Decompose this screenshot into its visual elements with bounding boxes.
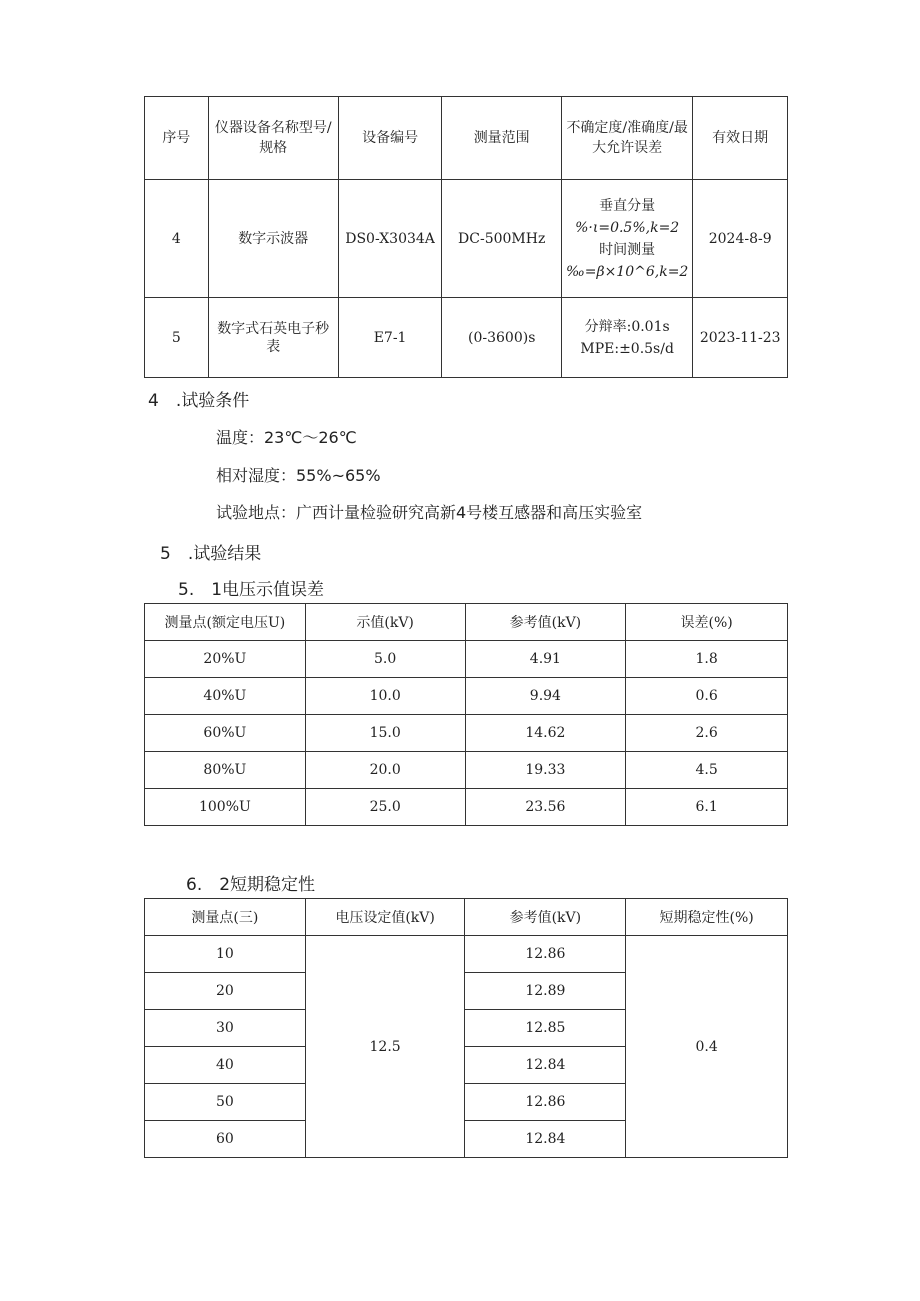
cell: 80%U xyxy=(145,752,306,789)
cell: 15.0 xyxy=(305,715,465,752)
header-cell: 测量范围 xyxy=(442,97,562,180)
header-cell: 序号 xyxy=(145,97,209,180)
row-name: 数字式石英电子秒表 xyxy=(208,298,338,378)
cell: 20%U xyxy=(145,641,306,678)
location-line: 试验地点：广西计量检验研究高新4号楼互感器和高压实验室 xyxy=(216,503,643,522)
row-range: (0-3600)s xyxy=(442,298,562,378)
cell: 4.5 xyxy=(626,752,788,789)
ref-cell: 12.84 xyxy=(465,1047,626,1084)
humidity-line: 相对湿度：55%~65% xyxy=(216,466,381,485)
cell: 20.0 xyxy=(305,752,465,789)
stability-table xyxy=(144,898,788,1158)
table-row xyxy=(145,752,788,789)
point-cell: 10 xyxy=(145,936,306,973)
row-no: 4 xyxy=(145,180,209,298)
table-row xyxy=(145,789,788,826)
table-row xyxy=(145,678,788,715)
cell: 5.0 xyxy=(305,641,465,678)
set-value-cell: 12.5 xyxy=(305,936,465,1158)
row-id: DS0-X3034A xyxy=(338,180,442,298)
header-cell: 仪器设备名称型号/规格 xyxy=(208,97,338,180)
spec-line: %·ι=0.5%,k=2 xyxy=(575,219,680,236)
table-row xyxy=(145,936,788,973)
cell: 4.91 xyxy=(465,641,626,678)
subsection-5-1-title: 5. 1电压示值误差 xyxy=(178,580,325,600)
point-cell: 40 xyxy=(145,1047,306,1084)
row-spec xyxy=(561,180,692,298)
voltage-error-table xyxy=(144,603,788,826)
cell: 14.62 xyxy=(465,715,626,752)
cell: 2.6 xyxy=(626,715,788,752)
spec-line: 时间测量 xyxy=(599,241,656,258)
equipment-table xyxy=(144,96,788,378)
temperature-line: 温度：23℃～26℃ xyxy=(216,428,357,447)
section-5-title: 5 .试验结果 xyxy=(160,544,262,564)
spec-line: MPE:±0.5s∕d xyxy=(580,340,674,357)
cell: 60%U xyxy=(145,715,306,752)
ref-cell: 12.86 xyxy=(465,936,626,973)
cell: 9.94 xyxy=(465,678,626,715)
stability-value-cell: 0.4 xyxy=(626,936,788,1158)
cell: 23.56 xyxy=(465,789,626,826)
cell: 25.0 xyxy=(305,789,465,826)
header-cell: 参考值(kV) xyxy=(465,604,626,641)
section-4-title: 4 .试验条件 xyxy=(148,391,250,411)
spec-line: 分辩率:0.01s xyxy=(584,318,670,335)
header-cell: 有效日期 xyxy=(693,97,788,180)
header-cell: 测量点(三) xyxy=(145,899,306,936)
header-cell: 测量点(额定电压U) xyxy=(145,604,306,641)
header-cell: 设备编号 xyxy=(338,97,442,180)
equipment-header-row xyxy=(145,97,788,180)
row-no: 5 xyxy=(145,298,209,378)
point-cell: 50 xyxy=(145,1084,306,1121)
subsection-5-2-title: 6. 2短期稳定性 xyxy=(186,875,316,895)
cell: 100%U xyxy=(145,789,306,826)
header-cell: 示值(kV) xyxy=(305,604,465,641)
spec-line: ‰=β×10^6,k=2 xyxy=(565,263,689,280)
row-range: DC-500MHz xyxy=(442,180,562,298)
header-cell: 误差(%) xyxy=(626,604,788,641)
point-cell: 60 xyxy=(145,1121,306,1158)
header-cell: 参考值(kV) xyxy=(465,899,626,936)
ref-cell: 12.89 xyxy=(465,973,626,1010)
row-date: 2024-8-9 xyxy=(693,180,788,298)
voltage-header-row xyxy=(145,604,788,641)
point-cell: 20 xyxy=(145,973,306,1010)
header-cell: 电压设定值(kV) xyxy=(305,899,465,936)
cell: 6.1 xyxy=(626,789,788,826)
table-row xyxy=(145,298,788,378)
row-name: 数字示波器 xyxy=(208,180,338,298)
ref-cell: 12.84 xyxy=(465,1121,626,1158)
stability-header-row xyxy=(145,899,788,936)
ref-cell: 12.86 xyxy=(465,1084,626,1121)
table-row xyxy=(145,641,788,678)
row-id: E7-1 xyxy=(338,298,442,378)
cell: 1.8 xyxy=(626,641,788,678)
ref-cell: 12.85 xyxy=(465,1010,626,1047)
row-spec xyxy=(561,298,692,378)
cell: 19.33 xyxy=(465,752,626,789)
cell: 40%U xyxy=(145,678,306,715)
table-row xyxy=(145,180,788,298)
point-cell: 30 xyxy=(145,1010,306,1047)
cell: 0.6 xyxy=(626,678,788,715)
header-cell: 短期稳定性(%) xyxy=(626,899,788,936)
spec-line: 垂直分量 xyxy=(599,197,656,214)
cell: 10.0 xyxy=(305,678,465,715)
table-row xyxy=(145,715,788,752)
header-cell: 不确定度/准确度/最大允许误差 xyxy=(561,97,692,180)
row-date: 2023-11-23 xyxy=(693,298,788,378)
